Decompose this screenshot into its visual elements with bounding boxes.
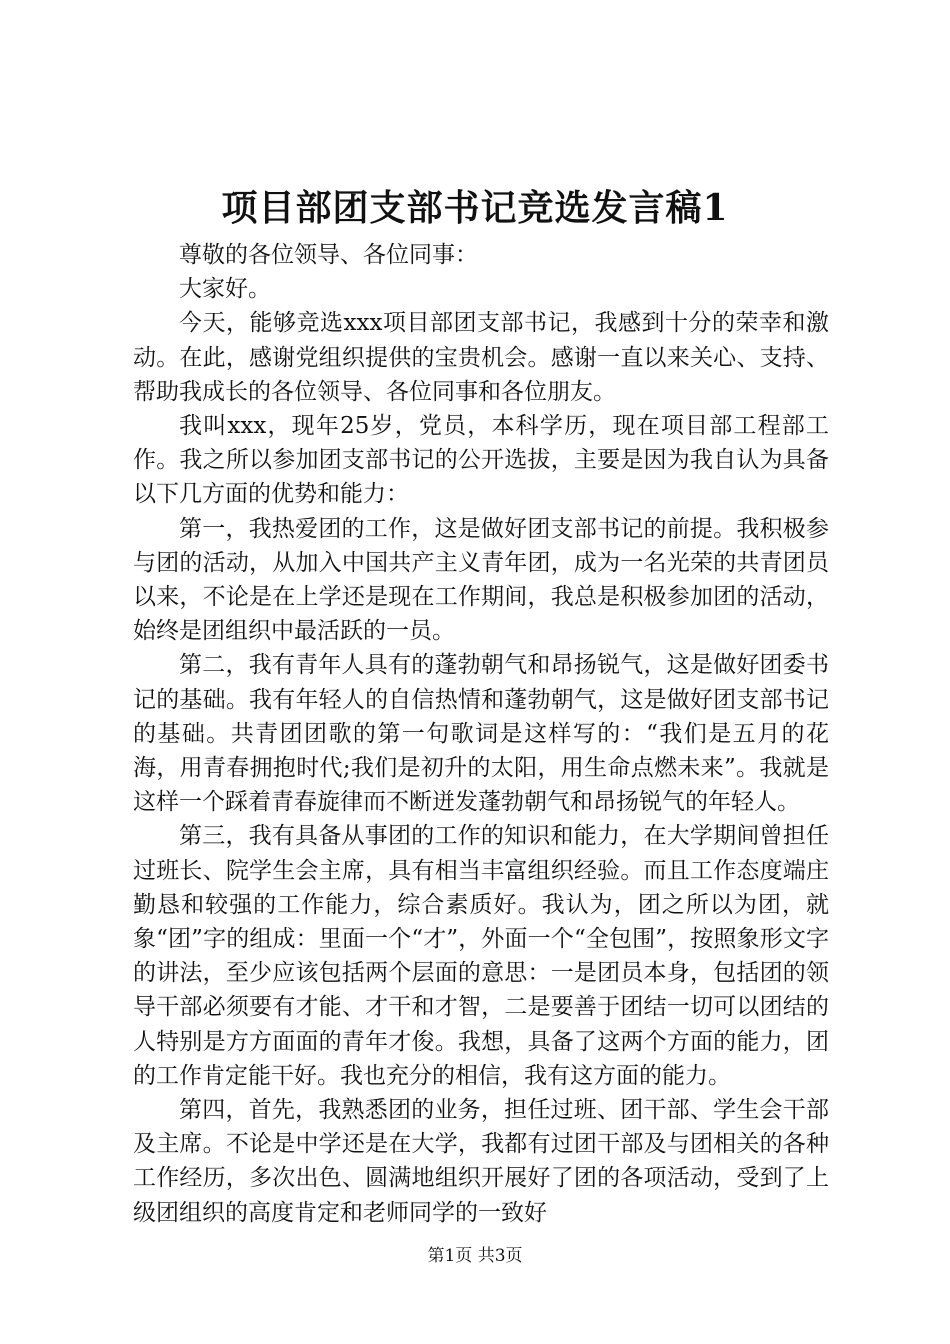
paragraph-third-point: 第三，我有具备从事团的工作的知识和能力，在大学期间曾担任过班长、院学生会主席，具有相当丰富组织经验。而且工作态度端庄勤恳和较强的工作能力，综合素质好。我认为，团之所以为团，就象“团”字的组成：里面一个“才”，外面一个“全包围”，按照象形文字的讲法，至少应该包括两个层面的意思：一是团员本身，包括团的领导干部必须要有才能、才干和才智，二是要善于团结一切可以团结的人特别是方方面面的青年才俊。我想，具备了这两个方面的能力，团的工作肯定能干好。我也充分的相信，我有这方面的能力。 [133, 823, 829, 1089]
page-footer: 第1页 共3页 [427, 1246, 523, 1266]
paragraph-fourth-point: 第四，首先，我熟悉团的业务，担任过班、团干部、学生会干部及主席。不论是中学还是在大学，我都有过团干部及与团相关的各种工作经历，多次出色、圆满地组织开展好了团的各项活动，受到了上级团组织的高度肯定和老师同学的一致好 [133, 1097, 829, 1226]
document-title: 项目部团支部书记竞选发言稿1 [221, 187, 729, 229]
paragraph-intro: 今天，能够竞选xxx项目部团支部书记，我感到十分的荣幸和激动。在此，感谢党组织提供的宝贵机会。感谢一直以来关心、支持、帮助我成长的各位领导、各位同事和各位朋友。 [133, 310, 829, 405]
greeting: 大家好。 [179, 276, 271, 303]
paragraph-self-introduction: 我叫xxx，现年25岁，党员，本科学历，现在项目部工程部工作。我之所以参加团支部书记的公开选拔，主要是因为我自认为具备以下几方面的优势和能力： [133, 413, 829, 508]
salutation: 尊敬的各位领导、各位同事： [179, 242, 478, 268]
document-body [133, 238, 829, 1230]
paragraph-first-point: 第一，我热爱团的工作，这是做好团支部书记的前提。我积极参与团的活动，从加入中国共产主义青年团，成为一名光荣的共青团员以来，不论是在上学还是现在工作期间，我总是积极参加团的活动，始终是团组织中最活跃的一员。 [133, 515, 829, 645]
paragraph-second-point: 第二，我有青年人具有的蓬勃朝气和昂扬锐气，这是做好团委书记的基础。我有年轻人的自信热情和蓬勃朝气，这是做好团支部书记的基础。共青团团歌的第一句歌词是这样写的：“我们是五月的花海，用青春拥抱时代;我们是初升的太阳，用生命点燃未来”。我就是这样一个踩着青春旋律而不断迸发蓬勃朝气和昂扬锐气的年轻人。 [133, 652, 829, 816]
